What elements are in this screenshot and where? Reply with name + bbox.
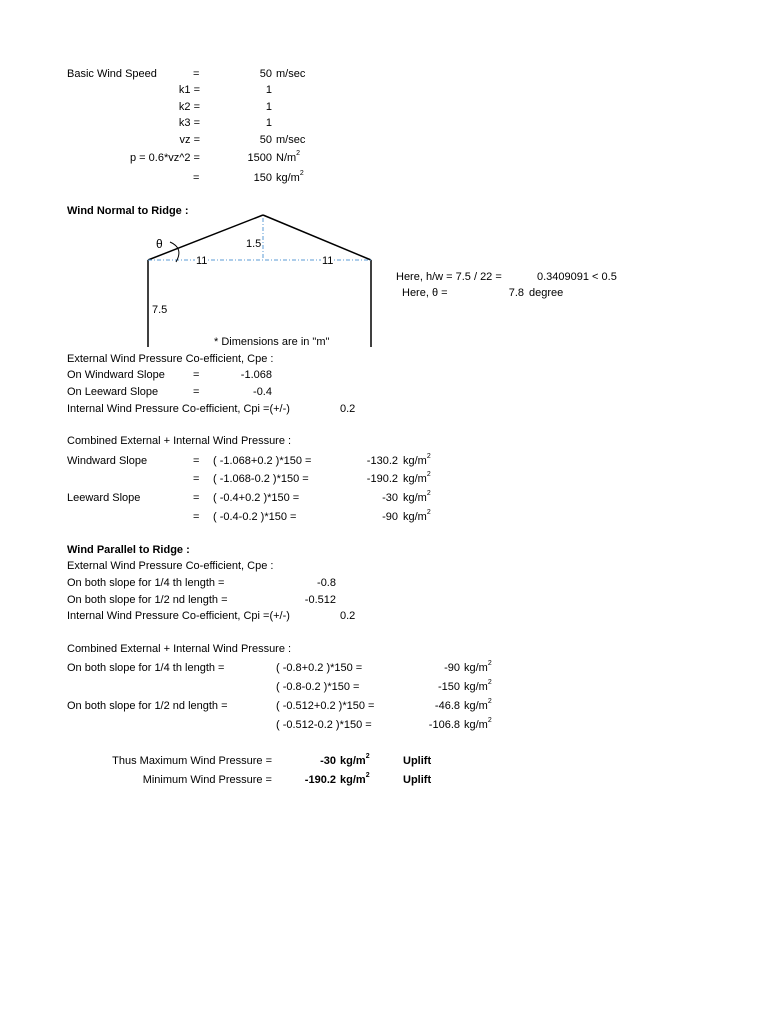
quarter-length-label: On both slope for 1/4 th length = — [67, 577, 225, 589]
hw-ratio-label: Here, h/w = 7.5 / 22 = — [396, 271, 502, 283]
max-pressure-value: -30 — [320, 755, 336, 767]
pressure-value-kg: 150 — [253, 172, 272, 184]
equals-sign: = — [193, 172, 200, 184]
theta-value: 7.8 — [508, 287, 524, 299]
internal-cpi-label: Internal Wind Pressure Co-efficient, Cpi =(+/-) — [67, 403, 290, 415]
equals-sign: = — [193, 369, 200, 381]
equals-sign: = — [193, 455, 200, 467]
k3-value: 1 — [265, 117, 272, 129]
combined-row-expression: ( -0.4+0.2 )*150 = — [213, 492, 300, 504]
right-half-span: 11 — [322, 255, 334, 267]
internal-cpi-value: 0.2 — [340, 610, 356, 622]
equals-sign: = — [193, 68, 200, 80]
min-pressure-label: Minimum Wind Pressure = — [142, 774, 272, 786]
k2-value: 1 — [265, 101, 272, 113]
combined-row-expression: ( -0.512+0.2 )*150 = — [276, 700, 375, 712]
max-pressure-label: Thus Maximum Wind Pressure = — [112, 755, 272, 767]
combined-row-value: -46.8 — [434, 700, 460, 712]
dimensions-note: * Dimensions are in "m" — [214, 336, 330, 348]
combined-row-value: -30 — [382, 492, 398, 504]
equals-sign: = — [193, 386, 200, 398]
combined-row-unit: $kg/m^2$ — [403, 509, 431, 523]
vz-label: vz = — [179, 134, 200, 146]
combined-row-expression: ( -0.512-0.2 )*150 = — [276, 719, 372, 731]
angle-arc — [170, 242, 179, 262]
windward-cpe-value: -1.068 — [240, 369, 272, 381]
k3-label: k3 = — [178, 117, 200, 129]
pressure-value-newton: 1500 — [247, 152, 272, 164]
leeward-roof-line — [263, 215, 371, 260]
leeward-slope-label: On Leeward Slope — [67, 386, 159, 398]
k2-label: k2 = — [178, 101, 200, 113]
wind-speed-unit: m/sec — [276, 68, 306, 80]
combined-row-value: -106.8 — [428, 719, 460, 731]
half-length-label: On both slope for 1/2 nd length = — [67, 594, 228, 606]
pressure-formula-label: p = 0.6*vz^2 = — [130, 152, 200, 164]
combined-row-value: -130.2 — [366, 455, 398, 467]
wind-parallel-heading: Wind Parallel to Ridge : — [67, 544, 190, 556]
left-half-span: 11 — [196, 255, 208, 267]
theta-symbol: θ — [156, 237, 163, 251]
external-cpe-heading: External Wind Pressure Co-efficient, Cpe : — [67, 353, 274, 365]
combined-row-expression: ( -1.068-0.2 )*150 = — [213, 473, 309, 485]
combined-row-expression: ( -1.068+0.2 )*150 = — [213, 455, 312, 467]
min-pressure-unit: $kg/m^2$ — [340, 772, 370, 786]
internal-cpi-value: 0.2 — [340, 403, 356, 415]
equals-sign: = — [193, 511, 200, 523]
combined-row-expression: ( -0.8-0.2 )*150 = — [276, 681, 360, 693]
theta-label: Here, θ = — [402, 287, 448, 299]
wind-normal-heading: Wind Normal to Ridge : — [67, 205, 189, 217]
combined-row-value: -150 — [437, 681, 460, 693]
theta-unit: degree — [529, 287, 564, 299]
combined-row-unit: $kg/m^2$ — [403, 453, 431, 467]
combined-row-expression: ( -0.8+0.2 )*150 = — [276, 662, 363, 674]
combined-row-label: On both slope for 1/4 th length = — [67, 662, 225, 674]
leeward-cpe-value: -0.4 — [253, 386, 272, 398]
max-pressure-unit: $kg/m^2$ — [340, 753, 370, 767]
pressure-unit-kg: $kg/m^2$ — [276, 170, 304, 184]
combined-row-unit: $kg/m^2$ — [403, 490, 431, 504]
combined-row-value: -90 — [382, 511, 398, 523]
internal-cpi-label: Internal Wind Pressure Co-efficient, Cpi =(+/-) — [67, 610, 290, 622]
basic-wind-speed-label: Basic Wind Speed — [67, 68, 157, 80]
pressure-unit-newton: $N/m^2$ — [276, 150, 301, 164]
combined-row-value: -90 — [444, 662, 460, 674]
min-pressure-value: -190.2 — [304, 774, 336, 786]
k1-value: 1 — [265, 84, 272, 96]
equals-sign: = — [193, 473, 200, 485]
wall-height-dimension: 7.5 — [152, 304, 168, 316]
combined-row-unit: $kg/m^2$ — [403, 471, 431, 485]
combined-row-value: -190.2 — [366, 473, 398, 485]
vz-unit: m/sec — [276, 134, 306, 146]
combined-row-expression: ( -0.4-0.2 )*150 = — [213, 511, 297, 523]
k1-label: k1 = — [178, 84, 200, 96]
combined-row-unit: $kg/m^2$ — [464, 679, 492, 693]
combined-pressure-heading: Combined External + Internal Wind Pressure : — [67, 435, 292, 447]
windward-slope-label: On Windward Slope — [67, 369, 165, 381]
combined-row-unit: $kg/m^2$ — [464, 660, 492, 674]
combined-row-label: Leeward Slope — [67, 492, 141, 504]
combined-row-unit: $kg/m^2$ — [464, 698, 492, 712]
combined-row-label: Windward Slope — [67, 455, 148, 467]
vz-value: 50 — [259, 134, 272, 146]
quarter-length-cpe: -0.8 — [317, 577, 336, 589]
equals-sign: = — [193, 492, 200, 504]
max-pressure-type: Uplift — [403, 755, 432, 767]
external-cpe-heading: External Wind Pressure Co-efficient, Cpe : — [67, 560, 274, 572]
wind-speed-value: 50 — [259, 68, 272, 80]
half-length-cpe: -0.512 — [304, 594, 336, 606]
combined-pressure-heading: Combined External + Internal Wind Pressure : — [67, 643, 292, 655]
min-pressure-type: Uplift — [403, 774, 432, 786]
combined-row-label: On both slope for 1/2 nd length = — [67, 700, 228, 712]
combined-row-unit: $kg/m^2$ — [464, 717, 492, 731]
rise-dimension: 1.5 — [246, 238, 262, 250]
hw-ratio-value: 0.3409091 < 0.5 — [537, 271, 617, 283]
